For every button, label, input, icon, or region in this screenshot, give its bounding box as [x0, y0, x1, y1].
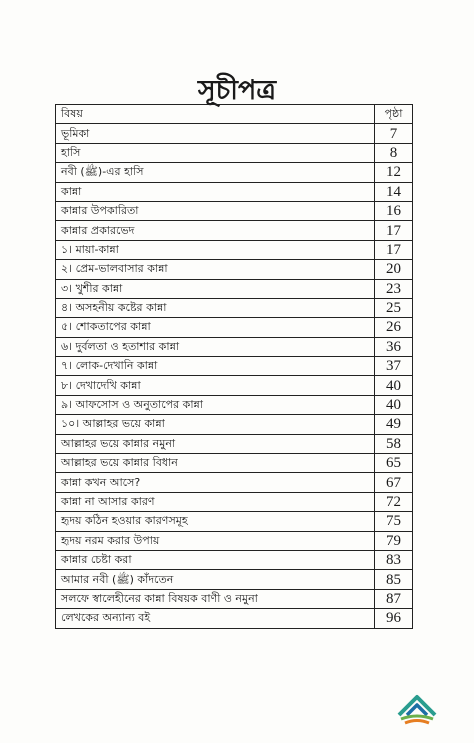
publisher-logo-icon	[393, 685, 441, 727]
toc-row	[56, 357, 413, 376]
toc-row	[56, 124, 413, 143]
toc-page-number: 7	[375, 124, 413, 143]
toc-row	[56, 512, 413, 531]
toc-row	[56, 298, 413, 317]
toc-page-number: 40	[375, 395, 413, 414]
toc-row	[56, 163, 413, 182]
toc-topic: আল্লাহর ভয়ে কান্নার নমুনা	[56, 434, 375, 453]
toc-row	[56, 492, 413, 511]
toc-row	[56, 240, 413, 259]
toc-page-number: 8	[375, 143, 413, 162]
toc-topic: ভূমিকা	[56, 124, 375, 143]
toc-topic: ৬। দুর্বলতা ও হতাশার কান্না	[56, 337, 375, 356]
toc-row	[56, 395, 413, 414]
toc-page-number: 67	[375, 473, 413, 492]
toc-topic: আল্লাহর ভয়ে কান্নার বিধান	[56, 454, 375, 473]
toc-row	[56, 279, 413, 298]
toc-topic: ১। মায়া-কান্না	[56, 240, 375, 259]
toc-page-number: 58	[375, 434, 413, 453]
toc-page-number: 96	[375, 609, 413, 628]
toc-topic: কান্না	[56, 182, 375, 201]
header-page: পৃষ্ঠা	[375, 105, 413, 124]
toc-row	[56, 260, 413, 279]
toc-topic: সলফে স্বালেহীনের কান্না বিষয়ক বাণী ও নমুনা	[56, 589, 375, 608]
toc-topic: নবী (ﷺ)-এর হাসি	[56, 163, 375, 182]
header-topic: বিষয়	[56, 105, 375, 124]
toc-topic: কান্না না আসার কারণ	[56, 492, 375, 511]
toc-topic: হাসি	[56, 143, 375, 162]
toc-row	[56, 415, 413, 434]
toc-page-number: 40	[375, 376, 413, 395]
toc-page-number: 12	[375, 163, 413, 182]
toc-page-number: 72	[375, 492, 413, 511]
toc-topic: ৭। লোক-দেখানি কান্না	[56, 357, 375, 376]
toc-row	[56, 221, 413, 240]
toc-row	[56, 609, 413, 628]
toc-row	[56, 570, 413, 589]
toc-row	[56, 337, 413, 356]
toc-topic: ৩। খুশীর কান্না	[56, 279, 375, 298]
toc-row	[56, 201, 413, 220]
page-title: সূচীপত্র	[197, 75, 277, 106]
toc-page-number: 87	[375, 589, 413, 608]
toc-page-number: 23	[375, 279, 413, 298]
toc-page-number: 14	[375, 182, 413, 201]
table-header-row	[56, 105, 413, 124]
toc-page-number: 65	[375, 454, 413, 473]
toc-topic: ১০। আল্লাহর ভয়ে কান্না	[56, 415, 375, 434]
toc-topic: কান্নার চেষ্টা করা	[56, 550, 375, 569]
toc-page-number: 49	[375, 415, 413, 434]
toc-page-number: 20	[375, 260, 413, 279]
table-of-contents	[55, 104, 413, 629]
toc-page-number: 25	[375, 298, 413, 317]
toc-topic: ৪। অসহনীয় কষ্টের কান্না	[56, 298, 375, 317]
toc-topic: আমার নবী (ﷺ) কাঁদতেন	[56, 570, 375, 589]
toc-page-number: 85	[375, 570, 413, 589]
toc-page-number: 36	[375, 337, 413, 356]
toc-page-number: 16	[375, 201, 413, 220]
toc-row	[56, 454, 413, 473]
toc-page-number: 17	[375, 240, 413, 259]
toc-row	[56, 589, 413, 608]
toc-topic: ৮। দেখাদেখি কান্না	[56, 376, 375, 395]
toc-row	[56, 318, 413, 337]
toc-page-number: 83	[375, 550, 413, 569]
toc-row	[56, 376, 413, 395]
toc-topic: লেখকের অন্যান্য বই	[56, 609, 375, 628]
toc-row	[56, 182, 413, 201]
toc-page-number: 26	[375, 318, 413, 337]
toc-topic: হৃদয় নরম করার উপায়	[56, 531, 375, 550]
toc-topic: কান্নার প্রকারভেদ	[56, 221, 375, 240]
toc-row	[56, 473, 413, 492]
toc-row	[56, 143, 413, 162]
toc-row	[56, 434, 413, 453]
toc-row	[56, 531, 413, 550]
toc-page-number: 17	[375, 221, 413, 240]
toc-topic: হৃদয় কঠিন হওয়ার কারণসমূহ	[56, 512, 375, 531]
toc-topic: ৫। শোকতাপের কান্না	[56, 318, 375, 337]
toc-page-number: 37	[375, 357, 413, 376]
toc-topic: কান্না কখন আসে?	[56, 473, 375, 492]
toc-topic: কান্নার উপকারিতা	[56, 201, 375, 220]
toc-row	[56, 550, 413, 569]
toc-topic: ৯। আফসোস ও অনুতাপের কান্না	[56, 395, 375, 414]
toc-page-number: 75	[375, 512, 413, 531]
toc-topic: ২। প্রেম-ভালবাসার কান্না	[56, 260, 375, 279]
toc-page-number: 79	[375, 531, 413, 550]
